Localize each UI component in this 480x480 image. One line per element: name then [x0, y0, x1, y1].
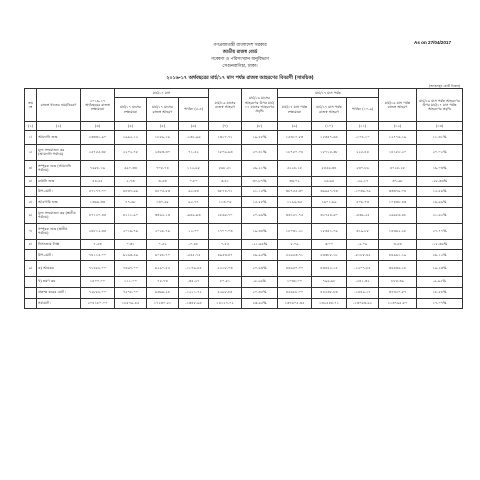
- row-serial: ২।: [25, 144, 37, 160]
- table-cell: -৬.২৯%: [242, 276, 278, 287]
- table-cell: ২৩৩৩১.৯০: [81, 131, 115, 145]
- table-row: [25, 197, 463, 208]
- table-cell: ৩০.৮৭%: [242, 176, 278, 186]
- table-cell: -৯.৯২%: [417, 276, 463, 287]
- table-cell: -১১৭৬.৪৫: [179, 260, 209, 276]
- row-head: রপ্তানি শুল্ক: [37, 176, 81, 186]
- table-cell: ০.৮০: [179, 176, 209, 186]
- row-head: আবগারি শুল্ক: [37, 197, 81, 208]
- column-number: (১): [25, 122, 37, 131]
- table-cell: ৪৭২৮.২৮: [379, 160, 417, 176]
- wing-name: গবেষণা ও পরিসংখ্যান অনুবিভাগ: [211, 57, 269, 62]
- table-row: [25, 144, 463, 160]
- table-cell: ২২০২.৭৮: [115, 144, 147, 160]
- table-cell: ৩৮৭৫৫.৩০: [278, 186, 312, 197]
- table-cell: ৫৬৮.৫১: [209, 160, 242, 176]
- table-cell: ৪৪.৫৫: [81, 176, 115, 186]
- table-cell: ১৫.৫৮%: [242, 197, 278, 208]
- table-cell: ১৬.৬৯%: [417, 197, 463, 208]
- table-cell: ০.৫২: [147, 239, 179, 250]
- table-cell: ৭১.৫২: [179, 144, 209, 160]
- table-cell: ৯২.৭৭: [179, 197, 209, 208]
- table-row: [25, 207, 463, 223]
- table-cell: ৫২৬৫৩.৭১: [278, 250, 312, 261]
- table-cell: ৫৭১৭৭.০০: [81, 186, 115, 197]
- table-cell: -৪৩৯.২৫: [347, 207, 379, 223]
- table-cell: ১৮৭১৪.৩৮: [312, 144, 347, 160]
- col-month-collection: মার্চ/১৭ মাসের রাজস্ব আহরণ: [147, 98, 179, 122]
- table-cell: ১৩৭৬০৫.৩৫: [278, 298, 312, 309]
- column-number: (৭): [209, 122, 242, 131]
- table-cell: ১৯.৫৮%: [242, 131, 278, 145]
- address: সেগুনবাগিচা, ঢাকা।: [222, 64, 258, 69]
- table-cell: ৬০৫৮.৭০: [147, 250, 179, 261]
- table-cell: ৭৬৮৮.১৬: [81, 160, 115, 176]
- table-cell: ২৫৭৫৫.৩৮: [81, 144, 115, 160]
- table-cell: ১১১.০০: [115, 276, 147, 287]
- col-cum-growth: মার্চ/১৬ মাস পর্যন্ত আহরণের উপর মার্চ/১৭ মাস পর্যন্ত আহরণের প্রবৃদ্ধি: [417, 89, 463, 122]
- table-cell: ১৮৩৫১.০৯: [312, 223, 347, 239]
- govt-name: গণপ্রজাতন্ত্রী বাংলাদেশ সরকার: [213, 43, 267, 48]
- table-cell: ২৬৯৮৬.৪৮: [379, 207, 417, 223]
- col-cum-target: মার্চ/১৭ মাস পর্যন্ত লক্ষ্যমাত্রা: [278, 98, 312, 122]
- table-cell: ৬২.৪৩: [179, 186, 209, 197]
- table-cell: ৪৫৬৮৮.০০: [278, 287, 312, 298]
- table-cell: ১২.৫৬%: [417, 186, 463, 197]
- column-number: (১২): [379, 122, 417, 131]
- table-cell: ২৩৫৩.৩০: [147, 144, 179, 160]
- table-cell: ৩৬৪৩৬.১৮: [379, 260, 417, 276]
- table-cell: ৫৯০.৩৩: [115, 160, 147, 176]
- table-cell: -৬৪৯.৬৩: [179, 207, 209, 223]
- column-number: (৬): [179, 122, 209, 131]
- col-annual-target: ২০১৬-১৭ অর্থবছরের রাজস্ব লক্ষ্যমাত্রা: [81, 89, 115, 122]
- row-head: ক) আয়কর: [37, 260, 81, 276]
- table-cell: ৭৭.৬৮: [115, 197, 147, 208]
- table-cell: ৪১১১.৯০: [115, 207, 147, 223]
- table-cell: ১৮৫৯.১৬: [147, 131, 179, 145]
- table-cell: ১২.০০: [179, 223, 209, 239]
- row-serial: [25, 250, 37, 261]
- column-number: (১৩): [417, 122, 463, 131]
- table-cell: ৫২৯৮.৮৪: [209, 287, 242, 298]
- row-head: মূল্য সংযোজন কর (আমদানি পর্যায়ে): [37, 144, 81, 160]
- group-cumulative: মার্চ/১৭ মাস পর্যন্ত: [278, 89, 379, 98]
- table-row: [25, 276, 463, 287]
- table-cell: ২০৪১৮০.০০: [81, 298, 115, 309]
- table-cell: -১৩২.৯৬: [179, 131, 209, 145]
- group-month: মার্চ/১৭ মাস: [115, 89, 209, 98]
- table-cell: ২০.৬৯%: [242, 207, 278, 223]
- table-cell: -১০৩৬.৭৯: [347, 186, 379, 197]
- column-number: (১০): [312, 122, 347, 131]
- revenue-table: [24, 88, 463, 309]
- table-cell: ২৬.২১%: [242, 160, 278, 176]
- table-total-row: [25, 287, 463, 298]
- row-serial: ৬।: [25, 207, 37, 223]
- table-cell: ৩৩১৫১.৭৫: [278, 207, 312, 223]
- table-cell: ৪৩৪৪২.১৫: [312, 260, 347, 276]
- table-cell: ০.৫৫: [209, 239, 242, 250]
- table-cell: ৭৪৬৭.০০: [115, 260, 147, 276]
- col-month-diff: পার্থক্য (৫-৪): [179, 98, 209, 122]
- table-cell: ৩৭.৬৮: [379, 176, 417, 186]
- table-cell: -২৯.১৭: [347, 176, 379, 186]
- table-cell: ২.৭৩: [115, 176, 147, 186]
- table-cell: ৮০.৮১: [209, 276, 242, 287]
- table-cell: ৭.৫৩: [81, 239, 115, 250]
- col-sl: ক্রম নং: [25, 89, 37, 122]
- table-cell: ৩৮৭৪.৭১: [209, 186, 242, 197]
- table-cell: ৩.৫৩: [379, 239, 417, 250]
- unit-note: (অংকসমূহ কোটি টাকায়): [429, 84, 461, 88]
- row-serial: ১।: [25, 131, 37, 145]
- table-row: [25, 176, 463, 186]
- table-cell: ৩২৭৫৪.৬০: [312, 207, 347, 223]
- row-head: সম্পূরক শুল্ক (স্থানীয় পর্যায়ে): [37, 223, 81, 239]
- table-cell: ৭৪১১৫.০০: [81, 250, 115, 261]
- row-serial: ৩।: [25, 160, 37, 176]
- row-head: মূল্য সংযোজন কর (স্থানীয় পর্যায়ে): [37, 207, 81, 223]
- table-cell: ২৩০.৮৬: [347, 160, 379, 176]
- table-cell: ১৫৩৫৭.৬৪: [312, 131, 347, 145]
- row-head: খ) ভ্রমণ কর: [37, 276, 81, 287]
- row-head: উপ-মোট :: [37, 250, 81, 261]
- table-cell: ১০৪৩৮.৪৩: [379, 197, 417, 208]
- table-cell: ২০.০২%: [417, 144, 463, 160]
- table-cell: ১৬.০৩%: [417, 160, 463, 176]
- col-prev-cum: মার্চ/১৬ মাস পর্যন্ত রাজস্ব আহরণ: [379, 89, 417, 122]
- table-cell: ৪৯৫৩.৪৭: [209, 250, 242, 261]
- column-number: (৪): [115, 122, 147, 131]
- table-cell: ১৬০১.৬৯: [312, 197, 347, 208]
- table-total-row: [25, 186, 463, 197]
- column-number: (৮): [242, 122, 278, 131]
- row-serial: ৯।: [25, 260, 37, 276]
- table-cell: -১২১১.৭২: [179, 287, 209, 298]
- row-head: টার্নওভার ট্যাক্স: [37, 239, 81, 250]
- row-serial: ৭।: [25, 223, 37, 239]
- table-cell: -১৩০৬৩.৬২: [347, 298, 379, 309]
- table-cell: ২৬.১২%: [417, 250, 463, 261]
- table-cell: ২০২৮.৭৬: [147, 223, 179, 239]
- table-cell: ২০.৬৩%: [242, 260, 278, 276]
- col-cum-diff: পার্থক্য (১০-৯): [347, 98, 379, 122]
- table-cell: ১৪৩৬২.২৮: [379, 223, 417, 239]
- table-cell: ১৮৭৫০.০৪: [278, 144, 312, 160]
- table-cell: ১১২.৯৮: [179, 160, 209, 176]
- table-cell: ৫২২৮.১৮: [278, 160, 312, 176]
- table-cell: ৪৪২৩৮.৮৩: [312, 287, 347, 298]
- table-cell: ১১.৩১%: [417, 131, 463, 145]
- table-cell: ৩.৫৩: [147, 176, 179, 186]
- table-cell: ৩৪৬২.১৩: [147, 207, 179, 223]
- table-cell: ৮৮৪.৩৯: [379, 276, 417, 287]
- table-cell: ৭৯৬.৬৮: [312, 276, 347, 287]
- table-cell: ১২৭৭৬.১৯: [379, 131, 417, 145]
- table-cell: ১৪০০.০০: [81, 276, 115, 287]
- table-cell: -২.০৯: [347, 239, 379, 250]
- table-cell: ১৭০০.০৩: [209, 223, 242, 239]
- column-number: (২): [37, 122, 81, 131]
- table-cell: ১৩১০.৭১: [209, 131, 242, 145]
- table-cell: -৫৫৫.৭৫: [179, 250, 209, 261]
- table-cell: ২৪৮১২.৩৪: [81, 223, 115, 239]
- row-serial: ৪।: [25, 176, 37, 186]
- table-cell: ৬৩৬৬.২৮: [147, 287, 179, 298]
- row-serial: [25, 276, 37, 287]
- table-row: [25, 260, 463, 276]
- row-serial: [25, 186, 37, 197]
- table-cell: ৩১৯.৮৮: [347, 223, 379, 239]
- table-cell: -২১.৬৪%: [242, 239, 278, 250]
- table-total-row: [25, 298, 463, 309]
- row-serial: ৫।: [25, 197, 37, 208]
- table-cell: ১৮৫৭৯.৪৫: [115, 298, 147, 309]
- table-cell: -৫১৮৮.৪৫: [347, 250, 379, 261]
- table-cell: ৭১৪৮৮.০০: [81, 260, 115, 276]
- table-cell: -১৩৪৮.৯৪: [179, 298, 209, 309]
- table-cell: ১১৩.০৬: [209, 197, 242, 208]
- table-cell: ৬২৯০.৫৫: [147, 260, 179, 276]
- row-head: উপ-মোট :: [37, 186, 81, 197]
- table-cell: ৪৪৯৬১.১৯: [379, 250, 417, 261]
- table-row: [25, 223, 463, 239]
- table-cell: ২২৫.৪৪: [347, 144, 379, 160]
- table-cell: ৫.০৯: [278, 239, 312, 250]
- row-serial: [25, 298, 37, 309]
- table-cell: ৩.০০: [312, 239, 347, 250]
- table-cell: ১৮০৩১.২১: [278, 223, 312, 239]
- table-row: [25, 160, 463, 176]
- column-number: (১১): [347, 122, 379, 131]
- table-cell: ৪৭১২০.৪৪: [81, 207, 115, 223]
- col-month-growth: মার্চ/১৬ মাসের আহরণের উপর মার্চ/১৭ মাসের আহরণের প্রবৃদ্ধি: [242, 89, 278, 122]
- table-cell: ৩৭৩২০.৫৭: [379, 287, 417, 298]
- table-cell: ২৮৬৬.৭০: [209, 207, 242, 223]
- table-cell: ৭২৮৮৮.০০: [81, 287, 115, 298]
- report-title: ২০১৬-১৭ অর্থবছরের মার্চ/১৭ মাস পর্যন্ত রাজস্ব আহরণের বিবরণী (সাময়িক): [166, 76, 314, 81]
- table-cell: ১৩০.৬৫: [147, 197, 179, 208]
- table-cell: -১৫.৩৬%: [417, 239, 463, 250]
- table-cell: ৪৮০৫.৫৩: [147, 186, 179, 197]
- row-head: আমদানি শুল্ক: [37, 131, 81, 145]
- table-cell: ১১৩৭৬৫.৮০: [379, 298, 417, 309]
- table-total-row: [25, 250, 463, 261]
- col-head: রাজস্ব খাতের নাম/বিবরণ: [37, 89, 81, 122]
- table-cell: ১৯.৩৪%: [242, 223, 278, 239]
- table-cell: ২৬.৬৪: [312, 176, 347, 186]
- table-cell: ২০১৬.৭৬: [115, 223, 147, 239]
- table-cell: ১১৯৬.৩৫: [278, 197, 312, 208]
- table-cell: ১০৩৮.০০: [278, 276, 312, 287]
- table-cell: ১৯.২৩%: [417, 260, 463, 276]
- table-cell: -১০৪.১০: [347, 131, 379, 145]
- table-cell: ১৯৯২.১২: [115, 131, 147, 145]
- board-name: জাতীয় রাজস্ব বোর্ড: [222, 50, 258, 55]
- table-cell: ৩৩.০২: [278, 176, 312, 186]
- table-cell: ৫৪৫৬.৩৪: [312, 160, 347, 176]
- row-serial: ৮।: [25, 239, 37, 250]
- table-cell: ১৪১৮৮.২০: [379, 144, 417, 160]
- table-cell: ২৩.৬৫%: [242, 298, 278, 309]
- table-cell: ৪৮৩৭.৯৬: [115, 186, 147, 197]
- table-cell: ৭৫৭৮.০০: [115, 287, 147, 298]
- table-cell: ১৩২৫৪৪.৭১: [312, 298, 347, 309]
- table-cell: ১৮.৫৪%: [417, 287, 463, 298]
- column-number: (৫): [147, 122, 179, 131]
- table-cell: -৩৫.২৭: [179, 276, 209, 287]
- row-head: প্রত্যক্ষ করের মোট :: [37, 287, 81, 298]
- table-cell: ২১.১৫%: [242, 186, 278, 197]
- column-number: (৯): [278, 122, 312, 131]
- table-cell: -২৮.৩৩%: [417, 176, 463, 186]
- table-cell: ১৮০৬.৬৩: [209, 144, 242, 160]
- table-cell: ১৫৩১০.৮৩: [278, 131, 312, 145]
- table-cell: ২৭.৭৭%: [417, 223, 463, 239]
- row-head: সম্পূরক শুল্ক (আমদানি পর্যায়ে): [37, 160, 81, 176]
- table-cell: ১৭.০৭%: [417, 298, 463, 309]
- table-cell: ৩৩৩৭৯.০৪: [379, 186, 417, 197]
- table-cell: -১২০৭.৮৫: [347, 260, 379, 276]
- column-number: (৩): [81, 122, 115, 131]
- table-cell: ০.৩১: [115, 239, 147, 250]
- col-cum-collection: মার্চ/১৭ মাস পর্যন্ত রাজস্ব আহরণ: [312, 98, 347, 122]
- table-cell: ২০.৩৫%: [242, 287, 278, 298]
- row-serial: [25, 287, 37, 298]
- as-of-date: As on 27/04/2017: [414, 40, 452, 45]
- col-prev-month: মার্চ/১৬ মাসের রাজস্ব আহরণ: [209, 89, 242, 122]
- table-cell: ৩৯৬৫৭.৭৩: [312, 186, 347, 197]
- table-cell: ৪৪৬৫০.০০: [278, 260, 312, 276]
- table-cell: ২৬.৯৫%: [242, 250, 278, 261]
- table-cell: ২০.৪১%: [242, 144, 278, 160]
- table-cell: ১৩৬৬.৩৩: [81, 197, 115, 208]
- table-cell: ১৪১২৭.০২: [209, 298, 242, 309]
- table-row: [25, 131, 463, 145]
- table-cell: ২১.৬২%: [417, 207, 463, 223]
- table-cell: -১৪৪৯.১৭: [347, 287, 379, 298]
- table-cell: ৬১৬৩.৪৯: [115, 250, 147, 261]
- table-cell: ৫০৬.৭৩: [347, 197, 379, 208]
- table-cell: ৫২১৮.০৩: [209, 260, 242, 276]
- table-cell: ৭০৮.৭৪: [147, 160, 179, 176]
- row-head: সর্বমোট :: [37, 298, 81, 309]
- table-cell: -০.৪৮: [179, 239, 209, 250]
- table-cell: ৫৩৩৮৮.১৮: [312, 250, 347, 261]
- table-cell: ৩.৪১: [209, 176, 242, 186]
- table-cell: ৭৫.৭৩: [147, 276, 179, 287]
- col-month-target: মার্চ/১৭ মাসের লক্ষ্যমাত্রা: [115, 98, 147, 122]
- table-cell: -২৪১.৩২: [347, 276, 379, 287]
- table-cell: ১৭২৩০.৫১: [147, 298, 179, 309]
- table-row: [25, 239, 463, 250]
